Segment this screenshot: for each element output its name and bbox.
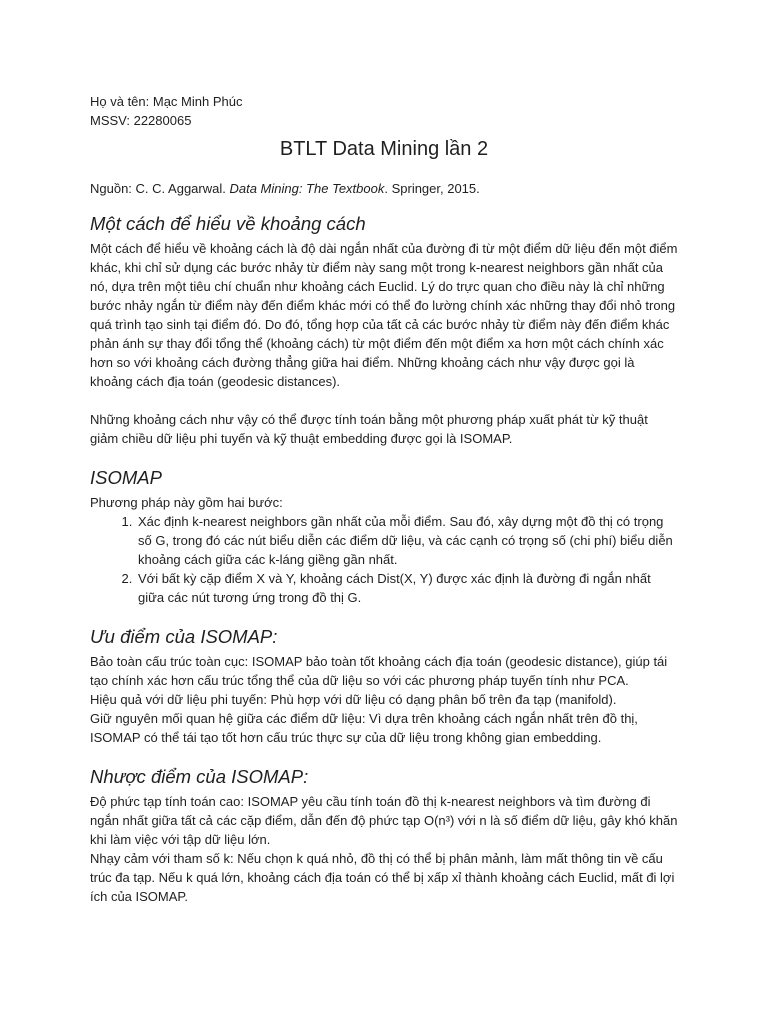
disadvantage-item: Nhạy cảm với tham số k: Nếu chọn k quá nhỏ, đồ thị có thể bị phân mảnh, làm mất thông tin về cấu trúc đa tạp. Nếu k quá lớn, khoảng cách địa toán có thể bị xấp xỉ thành khoảng cách Euclid, mất đi lợi ích của ISOMAP. <box>90 851 675 904</box>
section-advantages-heading: Ưu điểm của ISOMAP: <box>90 626 278 647</box>
advantage-item: Giữ nguyên mối quan hệ giữa các điểm dữ liệu: Vì dựa trên khoảng cách ngắn nhất trên đồ thị, ISOMAP có thể tái tạo tốt hơn cấu trúc thực sự của dữ liệu trong không gian embedding. <box>90 711 638 745</box>
source-book-title: Data Mining: The Textbook <box>229 181 385 196</box>
section-disadvantages <box>90 765 678 906</box>
isomap-step-1: 1. Xác định k-nearest neighbors gần nhất của mỗi điểm. Sau đó, xây dựng một đồ thị có trọng số G, trong đó các nút biểu diễn các điểm dữ liệu, và các cạnh có trọng số (chi phí) biểu diễn khoảng cách giữa các k-láng giềng gần nhất. <box>136 512 678 569</box>
source-citation <box>90 179 678 198</box>
isomap-step-2: 2. Với bất kỳ cặp điểm X và Y, khoảng cách Dist(X, Y) được xác định là đường đi ngắn nhất giữa các nút tương ứng trong đồ thị G. <box>136 569 678 607</box>
source-suffix: . Springer, 2015. <box>384 181 480 196</box>
isomap-steps-list <box>90 512 678 607</box>
advantage-item: Hiệu quả với dữ liệu phi tuyến: Phù hợp với dữ liệu có dạng phân bố trên đa tạp (manifold). <box>90 692 617 707</box>
section-distance-paragraph-2: Những khoảng cách như vậy có thể được tính toán bằng một phương pháp xuất phát từ kỹ thuật giảm chiều dữ liệu phi tuyến và kỹ thuật embedding được gọi là ISOMAP. <box>90 412 648 446</box>
section-advantages <box>90 625 678 747</box>
section-disadvantages-heading: Nhược điểm của ISOMAP: <box>90 766 309 787</box>
section-isomap-intro: Phương pháp này gồm hai bước: <box>90 495 283 510</box>
section-distance-heading: Một cách để hiểu về khoảng cách <box>90 213 366 234</box>
source-prefix: Nguồn: C. C. Aggarwal. <box>90 181 230 196</box>
student-id: MSSV: 22280065 <box>90 113 192 128</box>
advantage-item: Bảo toàn cấu trúc toàn cục: ISOMAP bảo toàn tốt khoảng cách địa toán (geodesic distance), giúp tái tạo chính xác hơn cấu trúc tổng thể của dữ liệu so với các phương pháp tuyến tính như PCA. <box>90 654 668 688</box>
section-isomap <box>90 466 678 607</box>
section-distance-paragraph-1: Một cách để hiểu về khoảng cách là độ dài ngắn nhất của đường đi từ một điểm dữ liệu đến một điểm khác, khi chỉ sử dụng các bước nhảy từ điểm này sang một trong k-nearest neighbors gần nhất của nó, dựa trên một tiêu chí chuẩn như khoảng cách Euclid. Lý do trực quan cho điều này là chỉ những bước nhảy ngắn từ điểm này đến điểm khác mới có thể đo lường chính xác những thay đổi nhỏ trong quá trình tạo sinh tại điểm đó. Do đó, tổng hợp của tất cả các bước nhảy từ điểm này đến điểm khác phản ánh sự thay đổi tổng thể (khoảng cách) từ một điểm đến một điểm xa hơn một cách chính xác hơn so với khoảng cách đường thẳng giữa hai điểm. Những khoảng cách như vậy được gọi là khoảng cách địa toán (geodesic distances). <box>90 241 678 389</box>
student-name: Họ và tên: Mạc Minh Phúc <box>90 94 243 109</box>
section-distance <box>90 212 678 448</box>
section-isomap-heading: ISOMAP <box>90 467 162 488</box>
disadvantage-item: Độ phức tạp tính toán cao: ISOMAP yêu cầu tính toán đồ thị k-nearest neighbors và tìm đường đi ngắn nhất giữa tất cả các cặp điểm, dẫn đến độ phức tạp O(n³) với n là số điểm dữ liệu, gây khó khăn khi làm việc với tập dữ liệu lớn. <box>90 794 678 847</box>
document-title: BTLT Data Mining lần 2 <box>279 138 489 160</box>
